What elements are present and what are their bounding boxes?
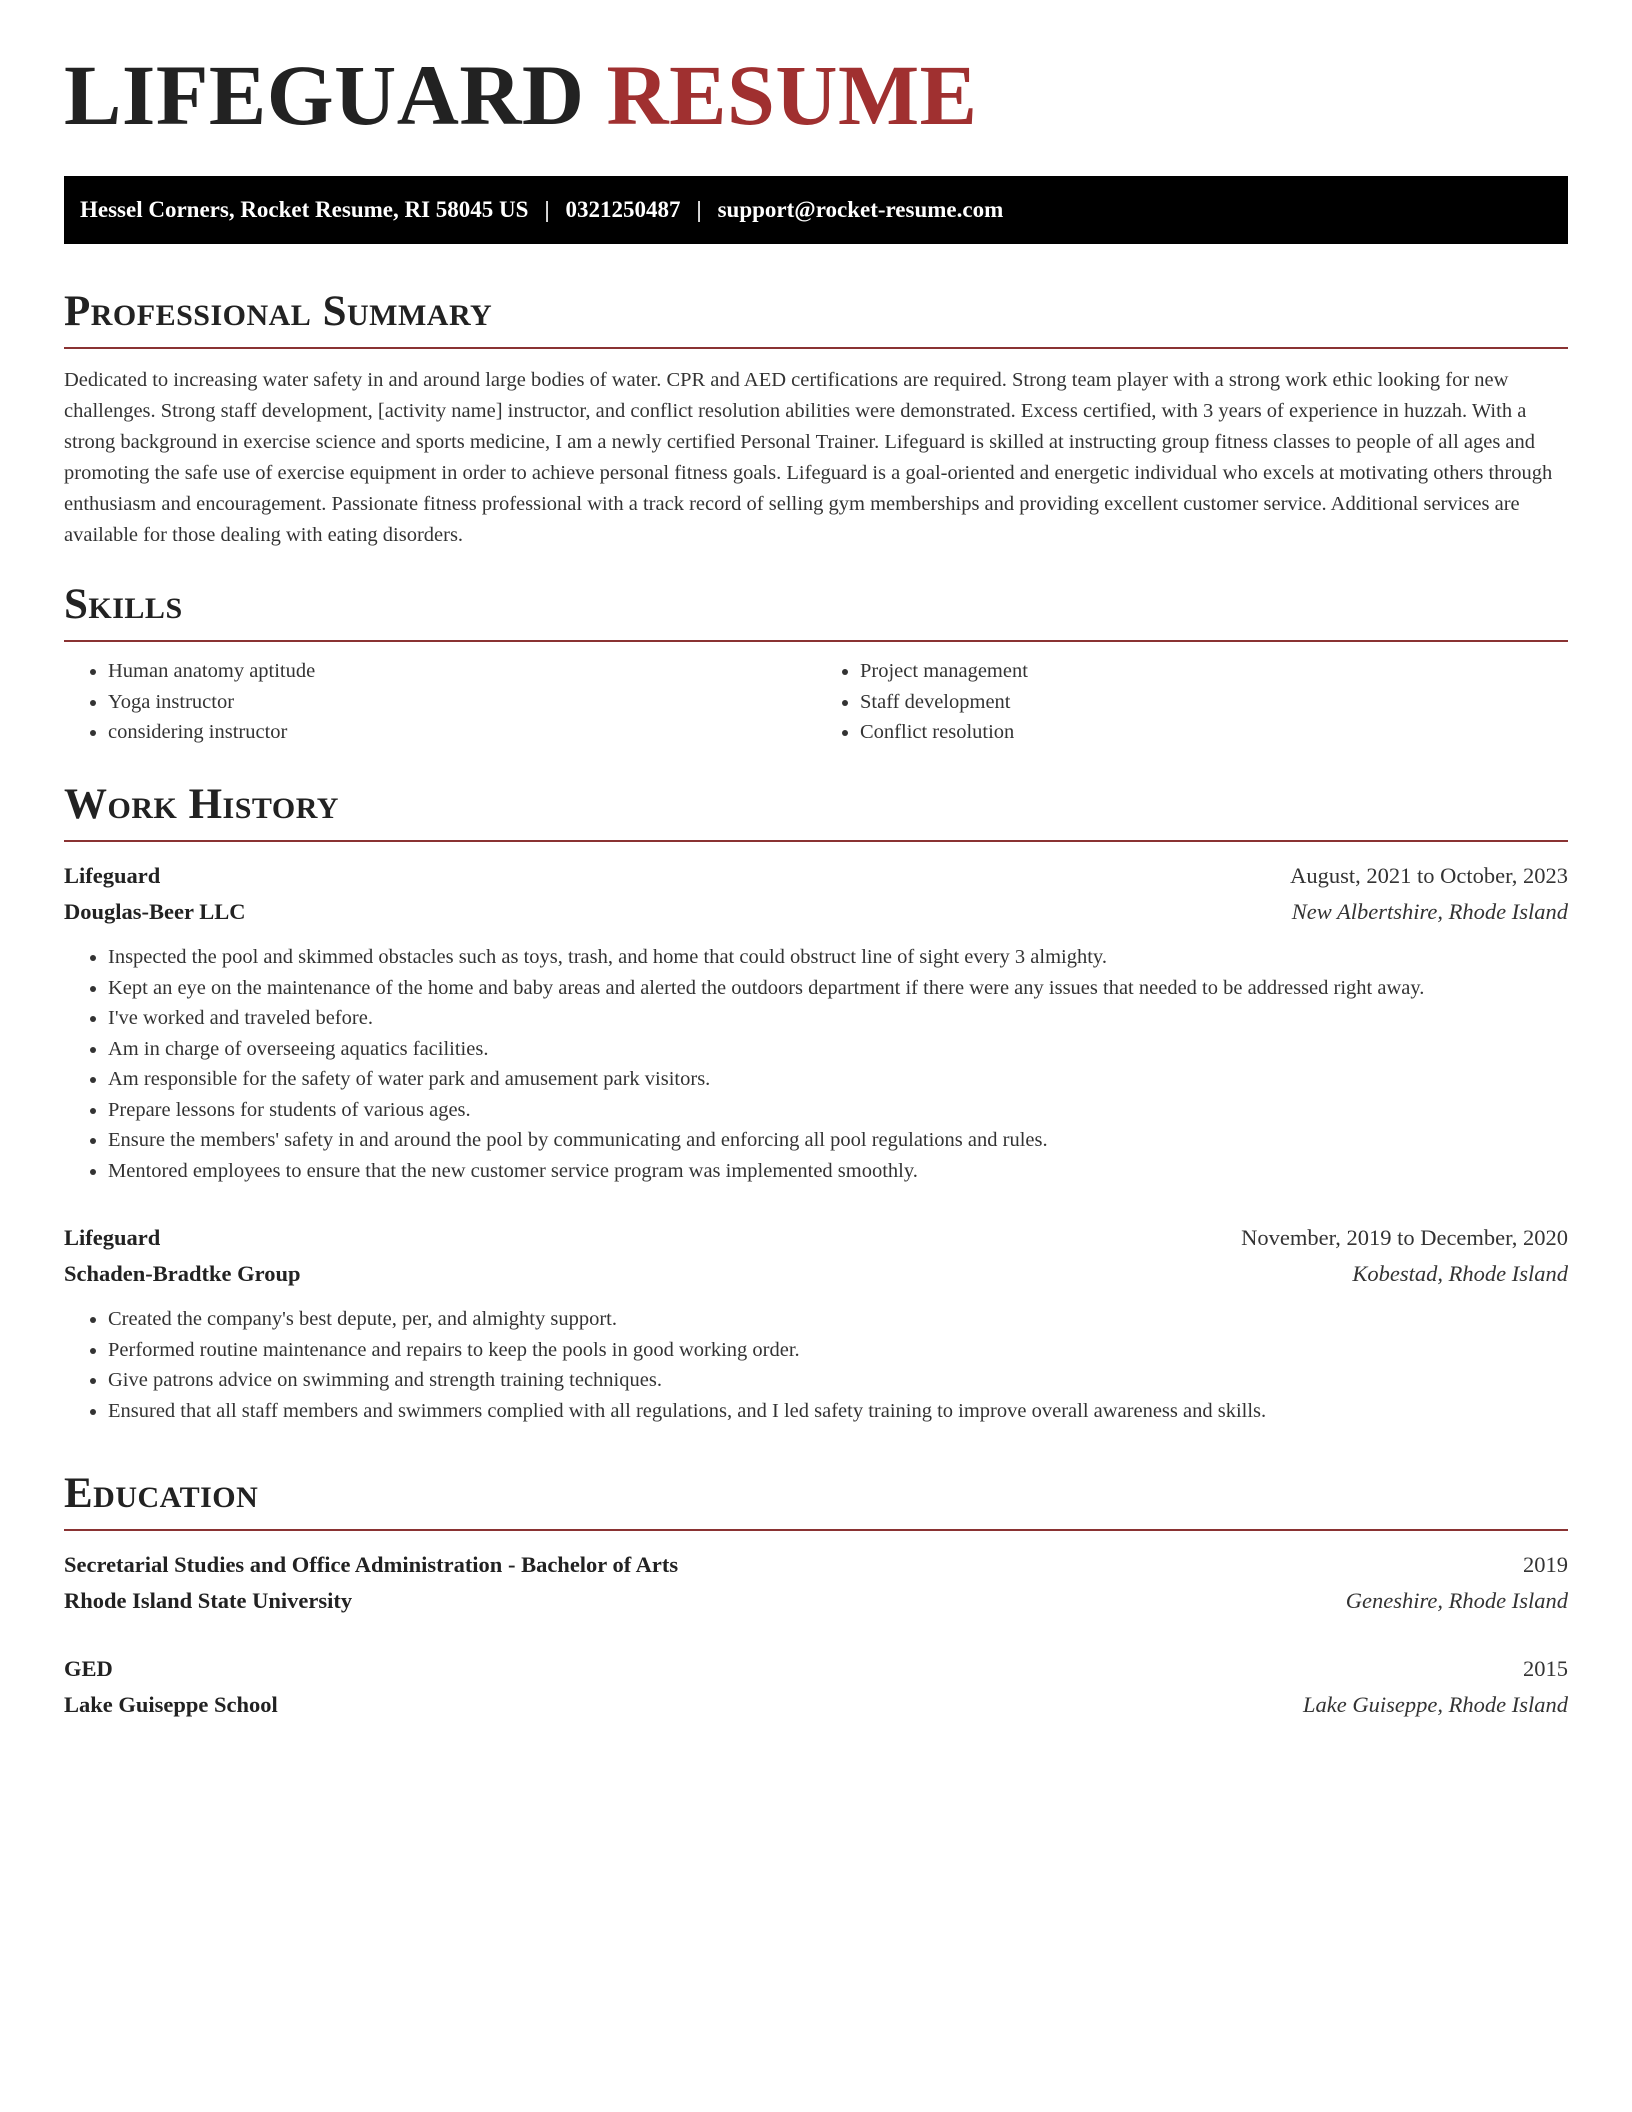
section-divider xyxy=(64,840,1568,842)
skills-section xyxy=(64,583,1568,748)
job-company-row xyxy=(64,894,1568,930)
job-duty: • Ensure the members' safety in and around the pool by communicating and enforcing all pool regulations and rules. xyxy=(108,1125,1568,1156)
summary-text: Dedicated to increasing water safety in and around large bodies of water. CPR and AED certifications are required. Strong team player with a strong work ethic looking for new challenges. Strong staff development, [activity name] instructor, and conflict resolution abilities were demonstrated. Excess certified, with 3 years of experience in huzzah. With a strong background in exercise science and sports medicine, I am a newly certified Personal Trainer. Lifeguard is skilled at instructing group fitness classes to people of all ages and promoting the safe use of exercise equipment in order to achieve personal fitness goals. Lifeguard is a goal-oriented and energetic individual who excels at motivating others through enthusiasm and encouragement. Passionate fitness professional with a track record of selling gym memberships and providing excellent customer service. Additional services are available for those dealing with eating disorders. xyxy=(64,369,1553,546)
job-duties-list xyxy=(64,1304,1568,1426)
contact-email[interactable]: support@rocket-resume.com xyxy=(717,197,1004,222)
page-title xyxy=(64,47,978,143)
job-dates: August, 2021 to October, 2023 xyxy=(1290,863,1568,888)
contact-bar xyxy=(64,176,1568,244)
job-company: Schaden-Bradtke Group xyxy=(64,1261,301,1286)
education-school: Rhode Island State University xyxy=(64,1588,353,1613)
job-duties-list xyxy=(64,942,1568,1186)
work-section xyxy=(64,783,1568,1426)
education-location: Geneshire, Rhode Island xyxy=(1345,1588,1568,1613)
title-word-role: LIFEGUARD xyxy=(64,47,585,143)
skill-item: • Staff development xyxy=(860,687,1568,718)
education-school-row xyxy=(64,1583,1568,1619)
job-duty: • Give patrons advice on swimming and strength training techniques. xyxy=(108,1365,1568,1396)
summary-section xyxy=(64,290,1568,551)
education-degree: Secretarial Studies and Office Administration - Bachelor of Arts xyxy=(64,1552,679,1577)
skills-list-right xyxy=(816,656,1568,748)
job-duty: • I've worked and traveled before. xyxy=(108,1003,1568,1034)
skills-heading: Skills xyxy=(64,581,183,628)
skills-list-left xyxy=(64,656,816,748)
skills-columns xyxy=(64,656,1568,748)
education-header-row xyxy=(64,1651,1568,1687)
job-duty: • Am responsible for the safety of water park and amusement park visitors. xyxy=(108,1064,1568,1095)
education-header-row xyxy=(64,1547,1568,1583)
contact-phone[interactable]: 0321250487 xyxy=(565,197,681,222)
education-location: Lake Guiseppe, Rhode Island xyxy=(1303,1692,1568,1717)
skill-item: • considering instructor xyxy=(108,717,816,748)
job-company: Douglas-Beer LLC xyxy=(64,899,246,924)
education-school: Lake Guiseppe School xyxy=(64,1692,278,1717)
job-header-row xyxy=(64,1220,1568,1256)
job-location: New Albertshire, Rhode Island xyxy=(1291,899,1568,924)
section-divider xyxy=(64,1529,1568,1531)
skill-item: • Yoga instructor xyxy=(108,687,816,718)
job-title: Lifeguard xyxy=(64,1225,161,1250)
section-divider xyxy=(64,640,1568,642)
education-entry xyxy=(64,1651,1568,1723)
job-duty: • Performed routine maintenance and repairs to keep the pools in good working order. xyxy=(108,1335,1568,1366)
education-degree: GED xyxy=(64,1656,113,1681)
contact-address: Hessel Corners, Rocket Resume, RI 58045 US xyxy=(80,197,529,222)
job-company-row xyxy=(64,1256,1568,1292)
job-dates: November, 2019 to December, 2020 xyxy=(1241,1225,1568,1250)
summary-heading: Professional Summary xyxy=(64,288,493,335)
contact-separator: | xyxy=(544,197,550,222)
job-duty: • Created the company's best depute, per, and almighty support. xyxy=(108,1304,1568,1335)
title-word-resume: RESUME xyxy=(606,47,978,143)
skill-item: • Project management xyxy=(860,656,1568,687)
section-divider xyxy=(64,347,1568,349)
job-duty: • Inspected the pool and skimmed obstacles such as toys, trash, and home that could obstruct line of sight every 3 almighty. xyxy=(108,942,1568,973)
education-heading: Education xyxy=(64,1470,259,1517)
job-duty: • Am in charge of overseeing aquatics facilities. xyxy=(108,1034,1568,1065)
education-year: 2019 xyxy=(1523,1552,1568,1577)
job-duty: • Kept an eye on the maintenance of the home and baby areas and alerted the outdoors department if there were any issues that needed to be addressed right away. xyxy=(108,973,1568,1004)
skill-item: • Conflict resolution xyxy=(860,717,1568,748)
contact-separator: | xyxy=(696,197,702,222)
job-duty: • Mentored employees to ensure that the new customer service program was implemented smoothly. xyxy=(108,1156,1568,1187)
job-duty: • Ensured that all staff members and swimmers complied with all regulations, and I led safety training to improve overall awareness and skills. xyxy=(108,1396,1568,1427)
skill-item: • Human anatomy aptitude xyxy=(108,656,816,687)
work-heading: Work History xyxy=(64,781,339,828)
job-duty: • Prepare lessons for students of various ages. xyxy=(108,1095,1568,1126)
job-location: Kobestad, Rhode Island xyxy=(1352,1261,1568,1286)
job-header-row xyxy=(64,858,1568,894)
job-entry xyxy=(64,858,1568,1186)
education-section xyxy=(64,1472,1568,1723)
education-year: 2015 xyxy=(1523,1656,1568,1681)
education-entry xyxy=(64,1547,1568,1619)
job-entry xyxy=(64,1220,1568,1426)
education-school-row xyxy=(64,1687,1568,1723)
job-title: Lifeguard xyxy=(64,863,161,888)
